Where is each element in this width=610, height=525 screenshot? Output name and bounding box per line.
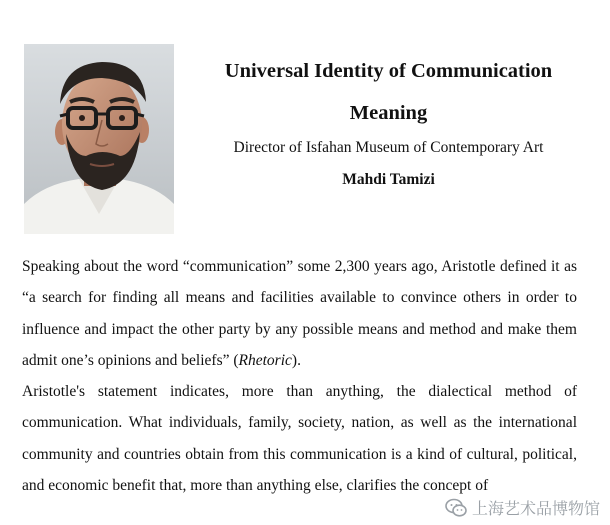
- watermark-text: 上海艺术品博物馆: [471, 499, 600, 518]
- author-portrait: [24, 44, 174, 234]
- watermark: [445, 496, 600, 519]
- paragraph-1-end: ).: [291, 351, 301, 369]
- author-role: Director of Isfahan Museum of Contemporary Art: [233, 139, 544, 156]
- author-name: Mahdi Tamizi: [342, 171, 435, 188]
- article-title: [196, 50, 581, 134]
- author-portrait-photo: [24, 44, 174, 234]
- article-title-line2: Meaning: [349, 102, 428, 124]
- article-body: [22, 251, 577, 501]
- paragraph-1-italic: Rhetoric: [238, 351, 292, 369]
- paragraph-1: [22, 251, 577, 376]
- wechat-icon: [445, 498, 467, 518]
- article-title-line1: Universal Identity of Communication: [224, 60, 553, 82]
- paragraph-1-text: Speaking about the word “communication” some 2,300 years ago, Aristotle defined it as “a search for finding all means and facilities available to convince others in order to influence and impact the other party by any possible means and method and make them admit one’s opinions and beliefs” (: [22, 258, 577, 369]
- paragraph-2: Aristotle's statement indicates, more than anything, the dialectical method of communication. What individuals, family, society, nation, as well as the international community and countries obtain from this communication is a kind of cultural, political, and economic benefit that, more than anything else, clarifies the concept of: [22, 383, 577, 495]
